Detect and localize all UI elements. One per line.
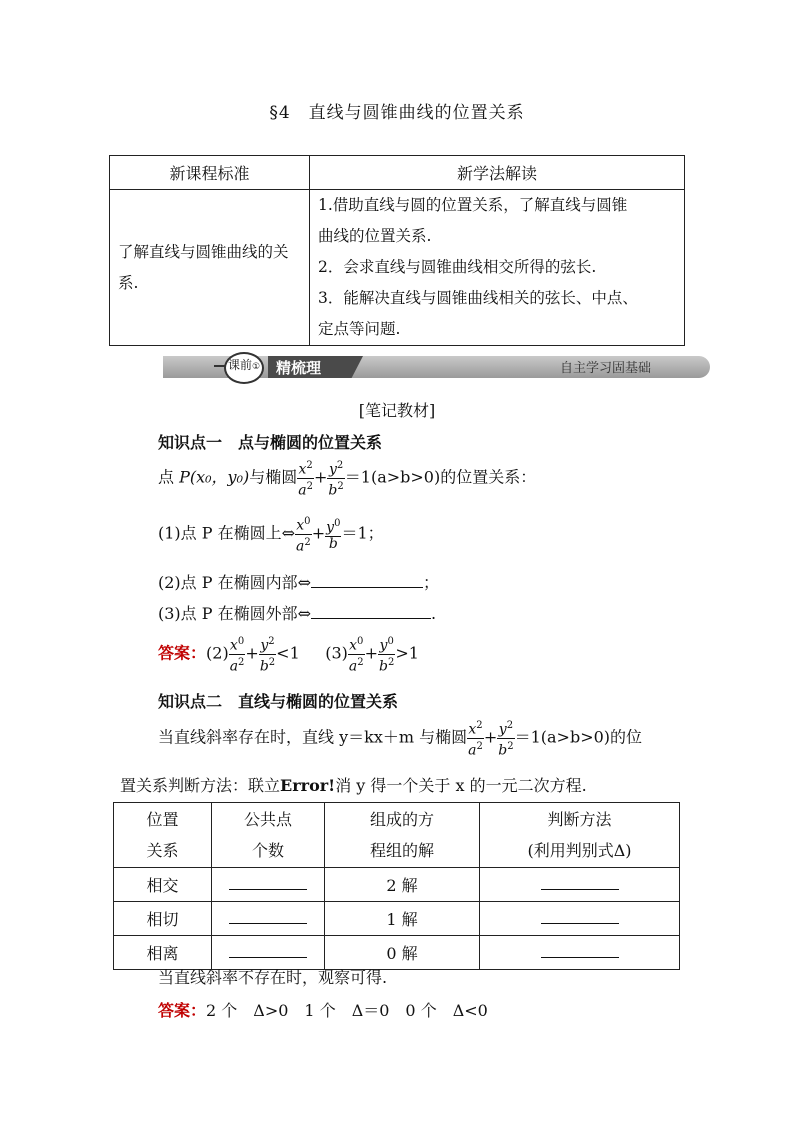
blank-cell [212,902,325,936]
table-header: 组成的方 程组的解 [325,803,480,868]
kp2-line2: 置关系判断方法：联立Error!消 y 得一个关于 x 的一元二次方程. [120,776,587,795]
frac-y0sq-b: $\frac{y^0}{b}$ [326,518,341,552]
rel-cell: 相交 [114,868,212,902]
kp1-intro-b: 与椭圆 [249,467,298,487]
interpretation-line: 3．能解决直线与圆锥曲线相关的弦长、中点、 [318,289,638,307]
ans-frac: $\frac{x^0}{a^2}$ [229,636,245,675]
banner-subtitle: 自主学习固基础 [560,361,652,376]
sol-cell: 1 解 [325,902,480,936]
curriculum-table [109,155,685,346]
table-header: 位置 关系 [114,803,212,868]
banner-label: 精梳理 [276,359,322,377]
sol-cell: 0 解 [325,936,480,970]
interpretation-line: 曲线的位置关系. [318,227,432,245]
rel-cell: 相切 [114,902,212,936]
interpretation-line: 1.借助直线与圆的位置关系，了解直线与圆锥 [318,196,628,214]
frac-x0sq-a2: $\frac{x^0}{a^2}$ [296,516,311,555]
kp1-item3: (3)点 P 在椭圆外部⇔ . [158,604,437,623]
interpretation-cell [310,190,685,346]
fill-blank [311,604,431,619]
standard-text: 了解直线与圆锥曲线的关系. [118,242,289,292]
point-p: P(x₀，y₀) [179,467,250,487]
kp1-heading: 知识点一 点与椭圆的位置关系 [158,433,383,452]
table-row [114,902,680,936]
frac-x2-a2: $\frac{x^2}{a^2}$ [468,720,483,759]
fill-blank [311,573,423,588]
kp1-intro: 点 P(x₀，y₀)与椭圆 $\frac{x^2}{a^2}$ + $\frac{y^2}{b^2}$ ＝1(a>b>0)的位置关系： [158,460,537,499]
ans-frac: $\frac{y^0}{b^2}$ [379,636,395,675]
page-title: §4 直线与圆锥曲线的位置关系 [269,103,525,123]
kp1-intro-a: 点 [158,467,175,487]
table-row [114,868,680,902]
kp1-item1: (1)点 P 在椭圆上⇔ $\frac{x^0}{a^2}$ + $\frac{y^0}{b}$ ＝1； [158,516,384,555]
ans-frac: $\frac{y^2}{b^2}$ [259,636,276,675]
blank-cell [480,868,680,902]
interpretation-line: 2．会求直线与圆锥曲线相交所得的弦长. [318,258,597,276]
kp1-answer: 答案：(2) $\frac{x^0}{a^2}$ + $\frac{y^2}{b^2}$ <1 (3) $\frac{x^0}{a^2}$ + $\frac{y^0}{b^2}$ >1 [158,636,419,675]
error-marker: Error! [280,776,336,795]
standard-cell [110,190,310,346]
frac-x2-a2: $\frac{x^2}{a^2}$ [298,460,314,499]
kp2-heading: 知识点二 直线与椭圆的位置关系 [158,692,399,711]
ans-frac: $\frac{x^0}{a^2}$ [348,636,364,675]
answer-label: 答案： [158,1001,207,1020]
kp1-intro-c: ＝1(a>b>0)的位置关系： [344,467,537,487]
interpretation-line: 定点等问题. [318,320,401,338]
blank-cell [480,902,680,936]
notes-label: [笔记教材] [358,401,436,420]
badge-number: ① [251,362,261,372]
blank-cell [212,868,325,902]
kp1-item2: (2)点 P 在椭圆内部⇔ ； [158,573,440,592]
sol-cell: 2 解 [325,868,480,902]
badge-text: 课前 [227,358,252,372]
kp2-line1: 当直线斜率存在时，直线 y＝kx＋m 与椭圆 $\frac{x^2}{a^2}$ + $\frac{y^2}{b^2}$ ＝1(a>b>0)的位 [158,720,643,759]
kp2-note: 当直线斜率不存在时，观察可得. [158,968,388,987]
frac-y2-b2: $\frac{y^2}{b^2}$ [498,720,514,759]
blank-cell [480,936,680,970]
frac-y2-b2: $\frac{y^2}{b^2}$ [328,460,344,499]
rel-cell: 相离 [114,936,212,970]
answer-label: 答案： [158,643,207,663]
table-header: 新课程标准 [110,156,310,190]
banner-badge [224,352,264,384]
kp2-answer: 答案：2 个 Δ>0 1 个 Δ＝0 0 个 Δ<0 [158,1001,488,1020]
relation-table [113,802,680,970]
table-header: 判断方法 (利用判别式Δ) [480,803,680,868]
table-header: 公共点 个数 [212,803,325,868]
table-header: 新学法解读 [310,156,685,190]
